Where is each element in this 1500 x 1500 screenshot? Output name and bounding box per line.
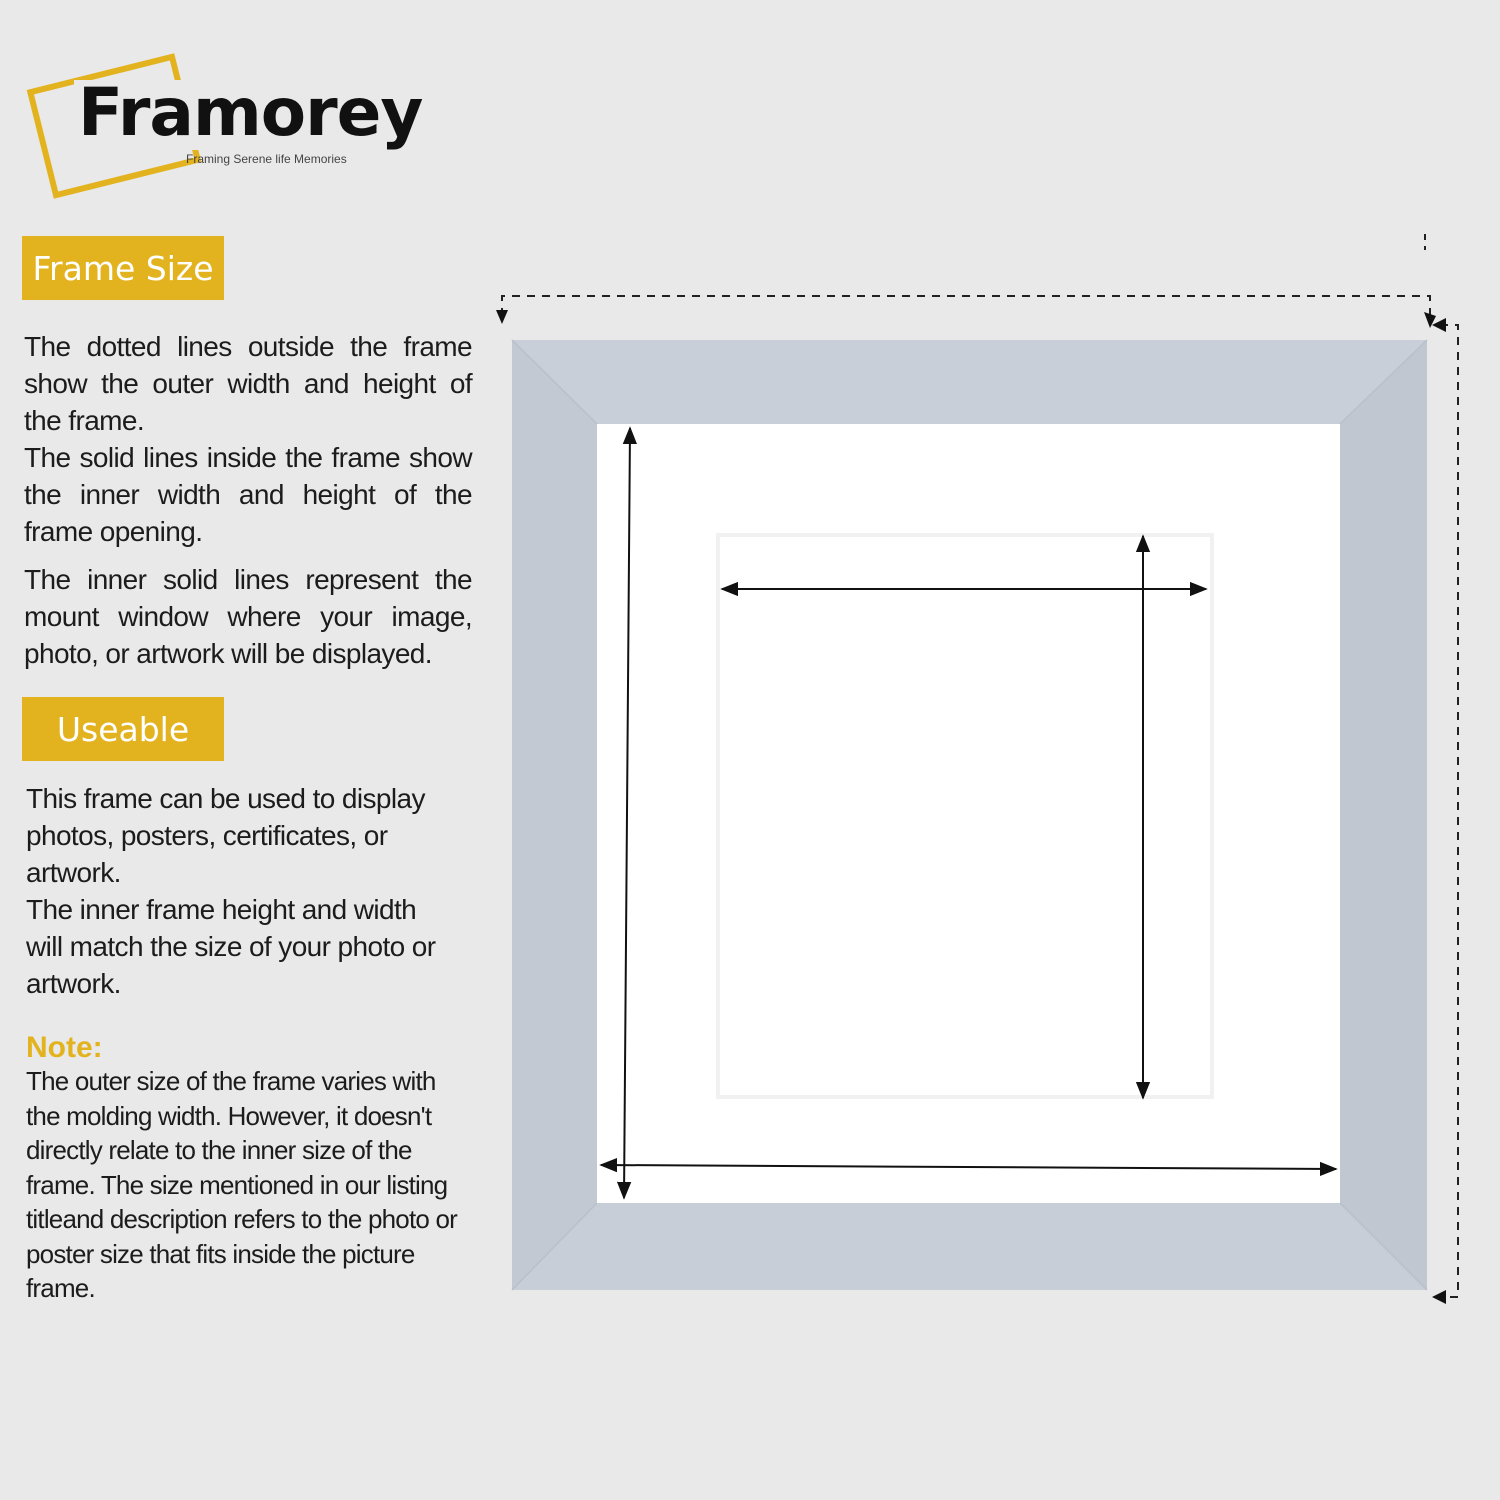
- frame-bevel-top: [512, 340, 1427, 424]
- useable-paragraph-size: The inner frame height and width will match the size of your photo or artwork.: [26, 894, 436, 999]
- arrow-head-icon: [1432, 1290, 1446, 1304]
- frame-size-paragraph-mount: The inner solid lines represent the mount window where your image, photo, or artwork will be displayed.: [24, 564, 472, 669]
- frame-bevel-left: [512, 340, 597, 1290]
- frame-size-paragraph-outer: The dotted lines outside the frame show the outer width and height of the frame.: [24, 331, 472, 436]
- frame-bevel-bottom: [512, 1203, 1427, 1290]
- frame-size-heading: Frame Size: [22, 236, 224, 300]
- frame-size-paragraph-inner: The solid lines inside the frame show the inner width and height of the frame opening.: [24, 442, 472, 547]
- frame-bevel-right: [1340, 340, 1427, 1290]
- brand-tagline: Framing Serene life Memories: [186, 152, 347, 166]
- useable-heading: Useable: [22, 697, 224, 761]
- outer-height-dotted-line: [1440, 325, 1458, 1297]
- note-text: The outer size of the frame varies with the molding width. However, it doesn't directly relate to the inner size of the frame. The size mentioned in our listing titleand description refers to the photo or poster size that fits inside the picture frame.: [26, 1066, 457, 1303]
- outer-width-dotted-line: [502, 296, 1430, 316]
- note-label: Note:: [26, 1031, 103, 1064]
- brand-name: Framorey: [74, 80, 426, 150]
- arrow-head-icon: [496, 310, 508, 324]
- arrow-head-icon: [1432, 318, 1446, 332]
- useable-paragraph-uses: This frame can be used to display photos, posters, certificates, or artwork.: [26, 783, 425, 888]
- mount-window: [720, 537, 1210, 1095]
